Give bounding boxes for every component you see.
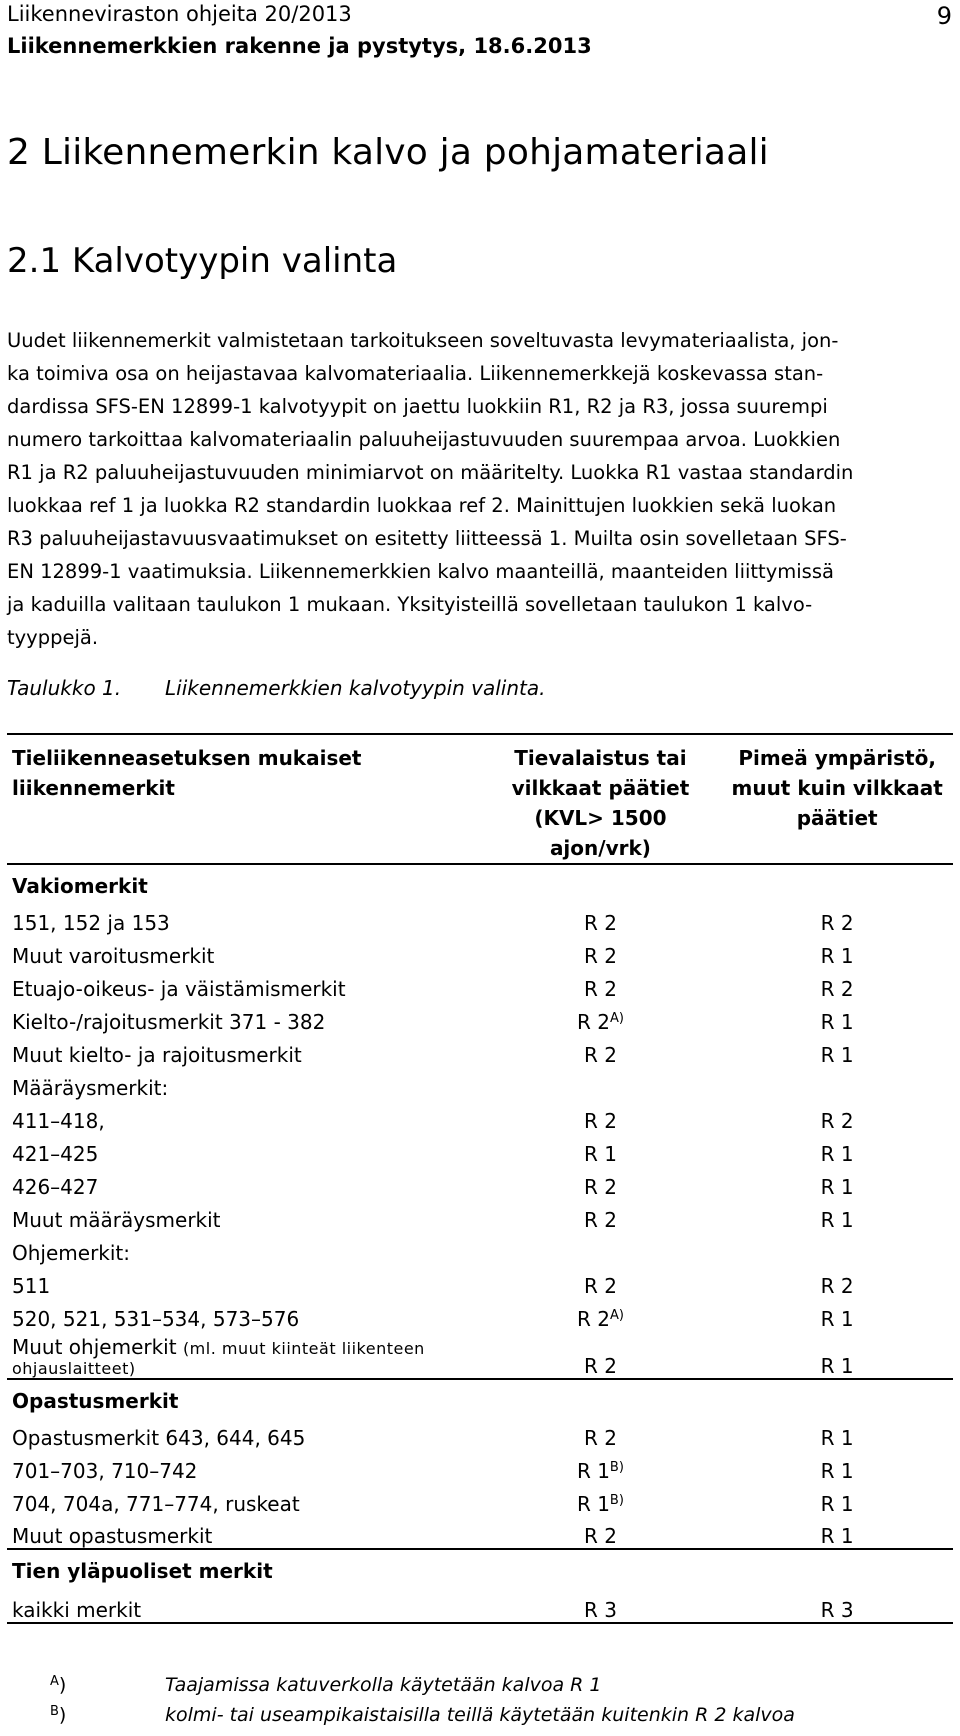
class-lit: R 2 bbox=[583, 1208, 617, 1232]
table-row bbox=[7, 1417, 953, 1450]
sign-name-note: (ml. muut kiinteät liikenteen bbox=[182, 1339, 425, 1358]
sign-name: 520, 521, 531–534, 573–576 bbox=[12, 1307, 300, 1331]
class-dark: R 2 bbox=[820, 1109, 854, 1133]
footnote-mark: $^A$) bbox=[50, 1674, 67, 1696]
class-dark: R 1 bbox=[820, 1043, 854, 1067]
paragraph-line: Uudet liikennemerkit valmistetaan tarkoitukseen soveltuvasta levymateriaalista, jon- bbox=[7, 329, 839, 352]
table-caption bbox=[7, 676, 545, 700]
class-lit: R 2 bbox=[583, 911, 617, 935]
class-lit: R 2 bbox=[583, 1043, 617, 1067]
class-dark: R 1 bbox=[820, 1492, 854, 1516]
class-value: R 2 bbox=[576, 1307, 610, 1331]
sign-name: Muut määräysmerkit bbox=[12, 1208, 221, 1232]
class-dark: R 1 bbox=[820, 1307, 854, 1331]
section-label: Opastusmerkit bbox=[12, 1389, 179, 1413]
class-dark: R 1 bbox=[820, 1175, 854, 1199]
section-row bbox=[7, 1379, 953, 1417]
sign-name: 151, 152 ja 153 bbox=[12, 911, 170, 935]
table-row bbox=[7, 1232, 953, 1265]
section-label: Vakiomerkit bbox=[12, 874, 148, 898]
class-dark: R 1 bbox=[820, 1208, 854, 1232]
sign-name: 701–703, 710–742 bbox=[12, 1459, 198, 1483]
sign-name: Muut kielto- ja rajoitusmerkit bbox=[12, 1043, 302, 1067]
class-dark: R 3 bbox=[820, 1598, 854, 1622]
table-row bbox=[7, 1067, 953, 1100]
page-number: 9 bbox=[936, 2, 952, 30]
table-caption-label: Taulukko 1. bbox=[7, 676, 122, 700]
paragraph-line: ka toimiva osa on heijastavaa kalvomateriaalia. Liikennemerkkejä koskevassa stan- bbox=[7, 362, 824, 385]
table-row bbox=[7, 1199, 953, 1232]
class-lit bbox=[480, 1001, 722, 1034]
footnote-mark: $^B$) bbox=[50, 1704, 67, 1726]
sign-name: 704, 704a, 771–774, ruskeat bbox=[12, 1492, 300, 1516]
section-row bbox=[7, 864, 953, 902]
footnote-ref: B) bbox=[609, 1460, 624, 1475]
paragraph-line: R1 ja R2 paluuheijastuvuuden minimiarvot on määritelty. Luokka R1 vastaa standardin bbox=[7, 461, 854, 484]
sign-name: 421–425 bbox=[12, 1142, 99, 1166]
paragraph-line: EN 12899-1 vaatimuksia. Liikennemerkkien kalvo maanteillä, maanteiden liittymissä bbox=[7, 560, 834, 583]
sign-name: 411–418, bbox=[12, 1109, 105, 1133]
class-dark: R 2 bbox=[820, 911, 854, 935]
class-lit: R 2 bbox=[583, 977, 617, 1001]
class-lit: R 2 bbox=[583, 1354, 617, 1378]
sign-name-main: Muut ohjemerkit bbox=[12, 1335, 177, 1359]
header-dark-environment: Pimeä ympäristö, muut kuin vilkkaat päätiet bbox=[731, 746, 943, 830]
footnote-letter: A bbox=[50, 1674, 59, 1689]
footnote-ref: A) bbox=[609, 1308, 624, 1323]
class-dark: R 1 bbox=[820, 1459, 854, 1483]
table-row bbox=[7, 1587, 953, 1623]
sign-name-line bbox=[12, 1335, 475, 1359]
table-row bbox=[7, 935, 953, 968]
sign-group-label: Määräysmerkit: bbox=[12, 1076, 169, 1100]
sign-name: Etuajo-oikeus- ja väistämismerkit bbox=[12, 977, 346, 1001]
table-row bbox=[7, 1265, 953, 1298]
section-label: Tien yläpuoliset merkit bbox=[12, 1559, 273, 1583]
table-row bbox=[7, 1034, 953, 1067]
table-row bbox=[7, 1483, 953, 1516]
class-value: R 1 bbox=[576, 1492, 610, 1516]
table-row bbox=[7, 1516, 953, 1549]
sign-name: 426–427 bbox=[12, 1175, 99, 1199]
class-lit: R 2 bbox=[583, 1109, 617, 1133]
class-lit: R 3 bbox=[583, 1598, 617, 1622]
footnote-ref: B) bbox=[609, 1493, 624, 1508]
class-lit: R 2 bbox=[583, 1175, 617, 1199]
footnote bbox=[50, 1674, 795, 1704]
sign-name: Muut opastusmerkit bbox=[12, 1524, 213, 1548]
class-lit bbox=[480, 1483, 722, 1516]
sign-name: 511 bbox=[12, 1274, 51, 1298]
table-row bbox=[7, 902, 953, 935]
sign-name: kaikki merkit bbox=[12, 1598, 142, 1622]
film-type-table bbox=[7, 733, 953, 1624]
table-row bbox=[7, 1001, 953, 1034]
sign-name bbox=[7, 1331, 480, 1379]
table-row bbox=[7, 1100, 953, 1133]
section-heading: 2.1 Kalvotyypin valinta bbox=[7, 241, 398, 281]
paragraph-line: numero tarkoittaa kalvomateriaalin paluuheijastuvuuden suurempaa arvoa. Luokkien bbox=[7, 428, 841, 451]
class-dark: R 1 bbox=[820, 1142, 854, 1166]
footnote-text: Taajamissa katuverkolla käytetään kalvoa R 1 bbox=[165, 1674, 602, 1696]
document-title-header: Liikennemerkkien rakenne ja pystytys, 18.6.2013 bbox=[7, 34, 592, 58]
footnote-text: kolmi- tai useampikaistaisilla teillä käytetään kuitenkin R 2 kalvoa bbox=[165, 1704, 795, 1726]
table-row bbox=[7, 1166, 953, 1199]
class-lit: R 2 bbox=[583, 1524, 617, 1548]
sign-name: Kielto-/rajoitusmerkit 371 - 382 bbox=[12, 1010, 326, 1034]
class-lit: R 2 bbox=[583, 1426, 617, 1450]
header-lit-roads: Tievalaistus tai vilkkaat päätiet (KVL> 1500 ajon/vrk) bbox=[511, 746, 690, 860]
table-row bbox=[7, 968, 953, 1001]
table-footnotes bbox=[50, 1674, 795, 1734]
document-series-header: Liikenneviraston ohjeita 20/2013 bbox=[7, 2, 352, 26]
class-dark: R 1 bbox=[820, 1010, 854, 1034]
class-dark: R 1 bbox=[820, 944, 854, 968]
class-dark: R 1 bbox=[820, 1354, 854, 1378]
sign-name: Muut varoitusmerkit bbox=[12, 944, 215, 968]
class-dark: R 1 bbox=[820, 1524, 854, 1548]
table-caption-text: Liikennemerkkien kalvotyypin valinta. bbox=[165, 676, 546, 700]
table-header-row bbox=[7, 734, 953, 864]
paragraph-line: tyyppejä. bbox=[7, 626, 99, 649]
sign-name: Opastusmerkit 643, 644, 645 bbox=[12, 1426, 306, 1450]
class-dark: R 2 bbox=[820, 1274, 854, 1298]
paragraph-line: dardissa SFS-EN 12899-1 kalvotyypit on jaettu luokkiin R1, R2 ja R3, jossa suurempi bbox=[7, 395, 828, 418]
paragraph-line: ja kaduilla valitaan taulukon 1 mukaan. Yksityisteillä sovelletaan taulukon 1 kalvo- bbox=[7, 593, 813, 616]
class-lit: R 2 bbox=[583, 1274, 617, 1298]
sign-name-note-continued: ohjauslaitteet) bbox=[12, 1359, 136, 1378]
class-dark: R 1 bbox=[820, 1426, 854, 1450]
class-lit: R 1 bbox=[583, 1142, 617, 1166]
table bbox=[7, 733, 953, 1624]
class-lit: R 2 bbox=[583, 944, 617, 968]
header-sign-type: Tieliikenneasetuksen mukaiset liikennemerkit bbox=[12, 746, 362, 800]
paragraph-line: luokkaa ref 1 ja luokka R2 standardin luokkaa ref 2. Mainittujen luokkien sekä luokan bbox=[7, 494, 837, 517]
body-paragraph bbox=[7, 324, 953, 654]
class-lit bbox=[480, 1298, 722, 1331]
class-lit bbox=[480, 1450, 722, 1483]
table-row bbox=[7, 1450, 953, 1483]
footnote-ref: A) bbox=[609, 1011, 624, 1026]
table-row bbox=[7, 1331, 953, 1379]
paragraph-line: R3 paluuheijastavuusvaatimukset on esitetty liitteessä 1. Muilta osin sovelletaan SFS- bbox=[7, 527, 847, 550]
class-dark: R 2 bbox=[820, 977, 854, 1001]
table-row bbox=[7, 1133, 953, 1166]
footnote-letter: B bbox=[50, 1704, 59, 1719]
sign-group-label: Ohjemerkit: bbox=[12, 1241, 131, 1265]
section-row bbox=[7, 1549, 953, 1587]
class-value: R 2 bbox=[576, 1010, 610, 1034]
footnote bbox=[50, 1704, 795, 1734]
class-value: R 1 bbox=[576, 1459, 610, 1483]
chapter-heading: 2 Liikennemerkin kalvo ja pohjamateriaali bbox=[7, 132, 769, 173]
table-row bbox=[7, 1298, 953, 1331]
